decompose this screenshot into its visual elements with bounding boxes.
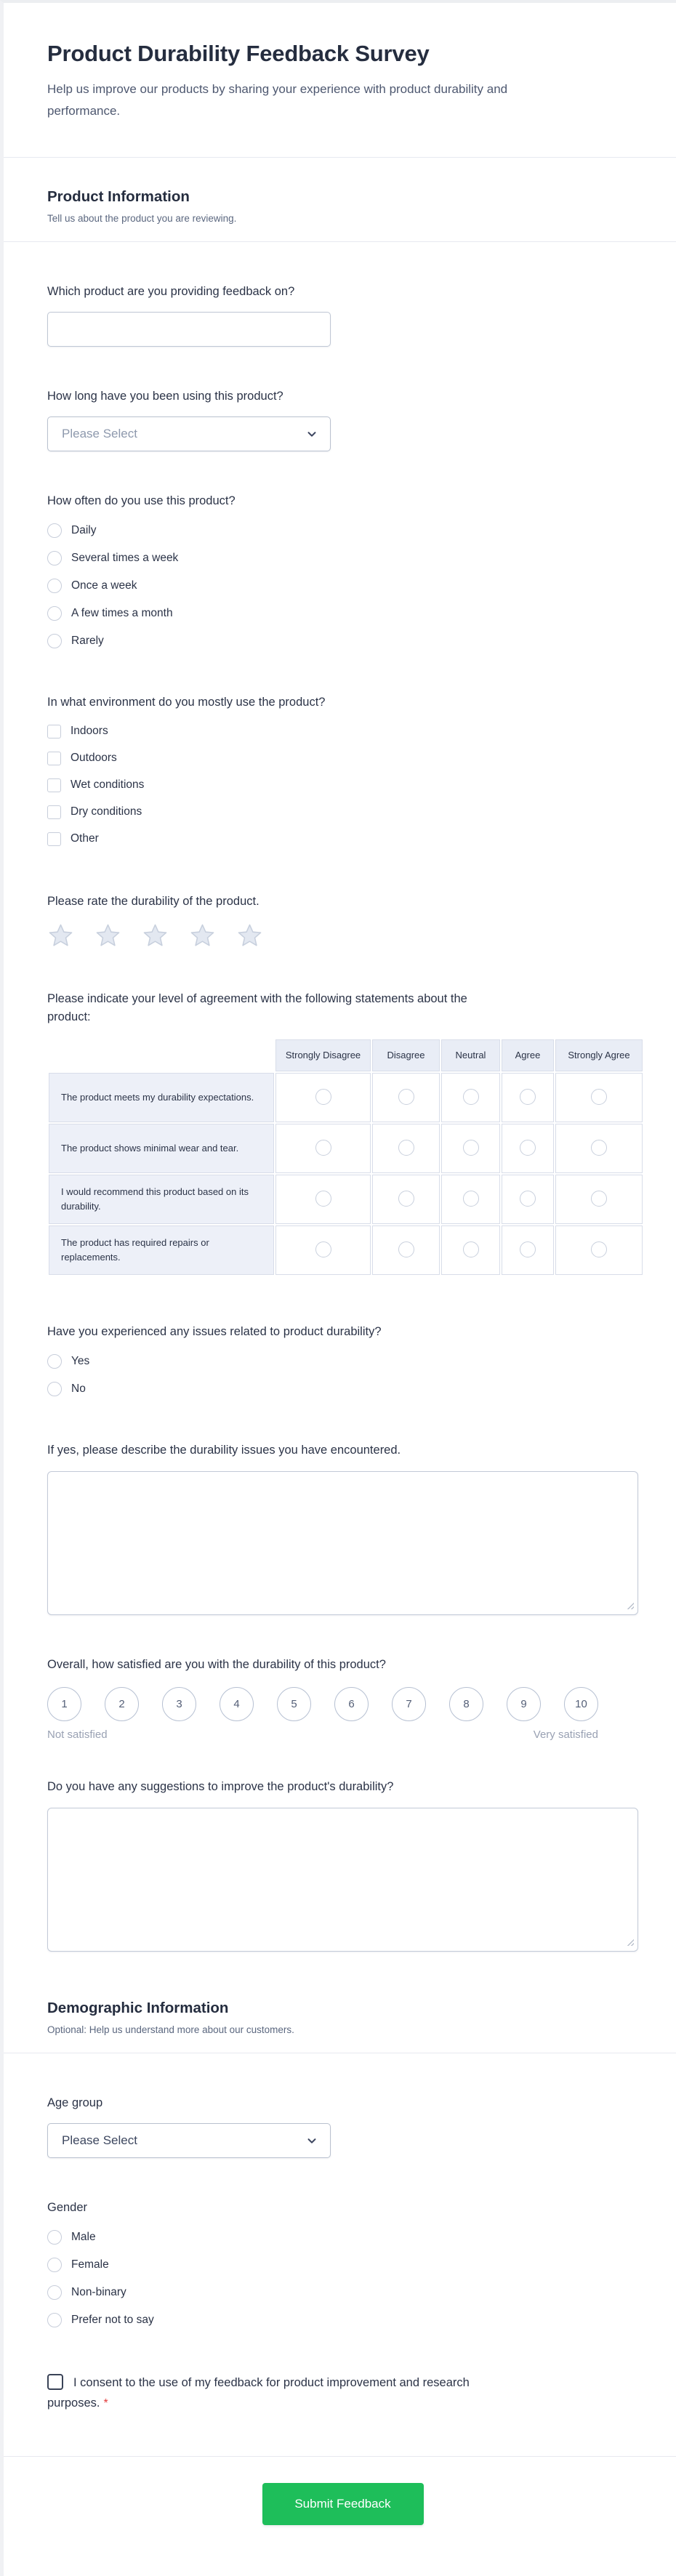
radio-option[interactable] (47, 606, 638, 621)
select-value: Please Select (62, 2133, 137, 2148)
consent-checkbox-row[interactable] (47, 2372, 483, 2414)
radio-icon[interactable] (591, 1241, 607, 1257)
matrix-cell[interactable] (441, 1225, 500, 1275)
issues-description-textarea[interactable] (47, 1471, 638, 1615)
radio-icon[interactable] (47, 579, 62, 593)
radio-option[interactable] (47, 579, 638, 593)
checkbox-option[interactable] (47, 725, 638, 738)
scale-option[interactable]: 8 (449, 1687, 483, 1721)
radio-option-label: Several times a week (71, 551, 179, 564)
star-icon[interactable] (94, 922, 121, 949)
radio-option-label: Male (71, 2231, 96, 2244)
star-icon[interactable] (236, 922, 263, 949)
divider (4, 241, 676, 242)
radio-option[interactable] (47, 2285, 638, 2300)
satisfaction-scale (47, 1687, 598, 1741)
select-placeholder: Please Select (62, 426, 137, 440)
matrix-cell[interactable] (441, 1175, 500, 1224)
radio-icon[interactable] (47, 523, 62, 538)
radio-icon[interactable] (463, 1089, 479, 1105)
matrix-row-label: I would recommend this product based on its durability. (49, 1175, 274, 1224)
checkbox-icon[interactable] (47, 725, 61, 738)
question-label: Which product are you providing feedback on? (47, 284, 295, 298)
radio-option-label: Yes (71, 1355, 90, 1368)
section-demographic-information (47, 2000, 638, 2053)
divider (4, 2456, 676, 2457)
matrix-corner-cell (49, 1039, 274, 1072)
submit-feedback-button[interactable]: Submit Feedback (262, 2483, 424, 2525)
radio-option[interactable] (47, 2313, 638, 2327)
checkbox-option[interactable] (47, 752, 638, 765)
product-name-input[interactable] (47, 312, 331, 347)
radio-option[interactable] (47, 2230, 638, 2245)
matrix-cell[interactable] (372, 1175, 440, 1224)
checkbox-icon[interactable] (47, 805, 61, 819)
matrix-cell[interactable] (502, 1124, 554, 1173)
matrix-row (49, 1225, 643, 1275)
radio-option[interactable] (47, 2258, 638, 2272)
matrix-cell[interactable] (275, 1225, 371, 1275)
matrix-column-header: Agree (502, 1039, 554, 1072)
question-usage-frequency (47, 492, 638, 648)
matrix-row (49, 1124, 643, 1173)
scale-option[interactable]: 10 (564, 1687, 598, 1721)
radio-icon[interactable] (463, 1140, 479, 1156)
question-label: Gender (47, 2201, 88, 2215)
scale-max-label: Very satisfied (533, 1728, 598, 1742)
checkbox-option[interactable] (47, 805, 638, 819)
radio-icon[interactable] (591, 1140, 607, 1156)
checkbox-option-label: Outdoors (71, 752, 117, 764)
radio-option[interactable] (47, 551, 638, 565)
question-label: Do you have any suggestions to improve the product's durability? (47, 1780, 394, 1794)
radio-icon[interactable] (591, 1089, 607, 1105)
checkbox-icon[interactable] (47, 2374, 63, 2390)
section-product-information (47, 188, 638, 242)
matrix-column-header: Strongly Agree (555, 1039, 643, 1072)
star-icon[interactable] (47, 922, 74, 949)
scale-option[interactable]: 4 (220, 1687, 254, 1721)
matrix-cell[interactable] (555, 1073, 643, 1122)
radio-option-label: Prefer not to say (71, 2314, 154, 2327)
radio-icon[interactable] (47, 551, 62, 565)
radio-option-label: Female (71, 2258, 109, 2271)
radio-icon[interactable] (47, 1354, 62, 1369)
question-issues-description (47, 1441, 638, 1615)
matrix-column-header: Neutral (441, 1039, 500, 1072)
radio-icon[interactable] (398, 1241, 414, 1257)
age-group-select[interactable] (47, 2123, 331, 2158)
question-durability-rating (47, 893, 638, 949)
radio-icon[interactable] (47, 606, 62, 621)
matrix-row-label: The product shows minimal wear and tear. (49, 1124, 274, 1173)
star-rating (47, 922, 638, 949)
matrix-cell[interactable] (372, 1225, 440, 1275)
question-label: Please indicate your level of agreement with the following statements about the product: (47, 991, 467, 1023)
scale-option[interactable]: 9 (507, 1687, 541, 1721)
radio-icon[interactable] (463, 1241, 479, 1257)
question-product-name (47, 283, 638, 347)
checkbox-icon[interactable] (47, 832, 61, 846)
radio-icon[interactable] (47, 634, 62, 648)
matrix-row (49, 1073, 643, 1122)
checkbox-option-label: Other (71, 832, 99, 845)
scale-option[interactable]: 2 (105, 1687, 139, 1721)
question-label: Have you experienced any issues related to product durability? (47, 1325, 382, 1339)
matrix-cell[interactable] (372, 1073, 440, 1122)
radio-icon[interactable] (315, 1191, 331, 1207)
matrix-row (49, 1175, 643, 1224)
radio-group (47, 2230, 638, 2327)
matrix-cell[interactable] (441, 1073, 500, 1122)
radio-option[interactable] (47, 523, 638, 538)
question-label: Please rate the durability of the product. (47, 894, 259, 908)
matrix-column-header: Disagree (372, 1039, 440, 1072)
scale-option[interactable]: 3 (162, 1687, 196, 1721)
star-icon[interactable] (189, 922, 216, 949)
scale-option[interactable]: 6 (334, 1687, 369, 1721)
section-heading: Product Information (47, 188, 190, 205)
matrix-row-label: The product meets my durability expectations. (49, 1073, 274, 1122)
scale-row (47, 1687, 598, 1721)
radio-icon[interactable] (47, 2230, 62, 2245)
chevron-down-icon (305, 427, 318, 440)
form-description: Help us improve our products by sharing your experience with product durability and performance. (47, 82, 508, 118)
radio-icon[interactable] (463, 1191, 479, 1207)
checkbox-option-label: Indoors (71, 725, 108, 737)
checkbox-option[interactable] (47, 778, 638, 792)
radio-option[interactable] (47, 1354, 638, 1369)
matrix-cell[interactable] (502, 1073, 554, 1122)
section-heading: Demographic Information (47, 2000, 229, 2017)
radio-icon[interactable] (520, 1191, 536, 1207)
question-suggestions (47, 1778, 638, 1952)
scale-option[interactable]: 1 (47, 1687, 81, 1721)
question-gender (47, 2199, 638, 2327)
textarea-wrap (47, 1808, 638, 1952)
radio-group (47, 523, 638, 648)
radio-icon[interactable] (47, 2285, 62, 2300)
matrix-cell[interactable] (441, 1124, 500, 1173)
radio-option-label: Daily (71, 523, 97, 536)
star-icon[interactable] (142, 922, 169, 949)
matrix-cell[interactable] (502, 1175, 554, 1224)
question-agreement-matrix (47, 990, 638, 1277)
question-environment (47, 693, 638, 846)
matrix-cell[interactable] (275, 1175, 371, 1224)
radio-icon[interactable] (315, 1140, 331, 1156)
checkbox-option-label: Dry conditions (71, 805, 142, 818)
form-title: Product Durability Feedback Survey (47, 41, 430, 66)
question-label: Age group (47, 2096, 103, 2110)
radio-icon[interactable] (591, 1191, 607, 1207)
textarea-wrap (47, 1471, 638, 1615)
submit-bar (47, 2483, 638, 2525)
radio-icon[interactable] (315, 1089, 331, 1105)
matrix-cell[interactable] (555, 1175, 643, 1224)
section-subtext: Optional: Help us understand more about our customers. (47, 2024, 294, 2036)
question-issues-experienced (47, 1323, 638, 1396)
usage-duration-select[interactable] (47, 416, 331, 451)
checkbox-option-label: Wet conditions (71, 778, 145, 791)
question-label: Overall, how satisfied are you with the durability of this product? (47, 1658, 386, 1672)
radio-icon[interactable] (520, 1089, 536, 1105)
question-label: In what environment do you mostly use the product? (47, 695, 326, 709)
radio-option-label: No (71, 1382, 86, 1396)
radio-icon[interactable] (47, 2258, 62, 2272)
radio-icon[interactable] (520, 1241, 536, 1257)
survey-form (4, 3, 676, 2576)
radio-option-label: Rarely (71, 634, 104, 647)
radio-option-label: Non-binary (71, 2286, 126, 2299)
question-age-group (47, 2094, 638, 2158)
radio-icon[interactable] (398, 1191, 414, 1207)
section-subtext: Tell us about the product you are reviewing. (47, 212, 237, 224)
question-label: How long have you been using this product? (47, 389, 283, 403)
scale-min-label: Not satisfied (47, 1728, 108, 1742)
radio-option-label: A few times a month (71, 606, 173, 619)
matrix-cell[interactable] (275, 1124, 371, 1173)
matrix-header-row (49, 1039, 643, 1072)
radio-option[interactable] (47, 1382, 638, 1396)
matrix-cell[interactable] (275, 1073, 371, 1122)
required-asterisk: * (103, 2397, 108, 2410)
radio-group (47, 1354, 638, 1396)
scale-option[interactable]: 7 (392, 1687, 426, 1721)
question-label: If yes, please describe the durability issues you have encountered. (47, 1444, 401, 1457)
checkbox-icon[interactable] (47, 752, 61, 765)
radio-option[interactable] (47, 634, 638, 648)
radio-icon[interactable] (315, 1241, 331, 1257)
matrix-row-label: The product has required repairs or replacements. (49, 1225, 274, 1275)
matrix-cell[interactable] (502, 1225, 554, 1275)
checkbox-icon[interactable] (47, 778, 61, 792)
scale-option[interactable]: 5 (277, 1687, 311, 1721)
matrix-cell[interactable] (372, 1124, 440, 1173)
radio-icon[interactable] (398, 1140, 414, 1156)
agreement-matrix-table (47, 1038, 644, 1277)
matrix-column-header: Strongly Disagree (275, 1039, 371, 1072)
suggestions-textarea[interactable] (47, 1808, 638, 1952)
question-satisfaction-scale (47, 1656, 638, 1742)
radio-icon[interactable] (398, 1089, 414, 1105)
radio-icon[interactable] (47, 2313, 62, 2327)
radio-icon[interactable] (520, 1140, 536, 1156)
divider (4, 157, 676, 158)
matrix-cell[interactable] (555, 1124, 643, 1173)
chevron-down-icon (305, 2134, 318, 2147)
matrix-body (49, 1073, 643, 1275)
checkbox-group (47, 725, 638, 846)
matrix-cell[interactable] (555, 1225, 643, 1275)
checkbox-option[interactable] (47, 832, 638, 846)
question-label: How often do you use this product? (47, 494, 236, 507)
question-usage-duration (47, 387, 638, 451)
radio-icon[interactable] (47, 1382, 62, 1396)
scale-end-labels (47, 1728, 598, 1741)
radio-option-label: Once a week (71, 579, 137, 592)
consent-label: I consent to the use of my feedback for product improvement and research purposes. (47, 2376, 470, 2410)
